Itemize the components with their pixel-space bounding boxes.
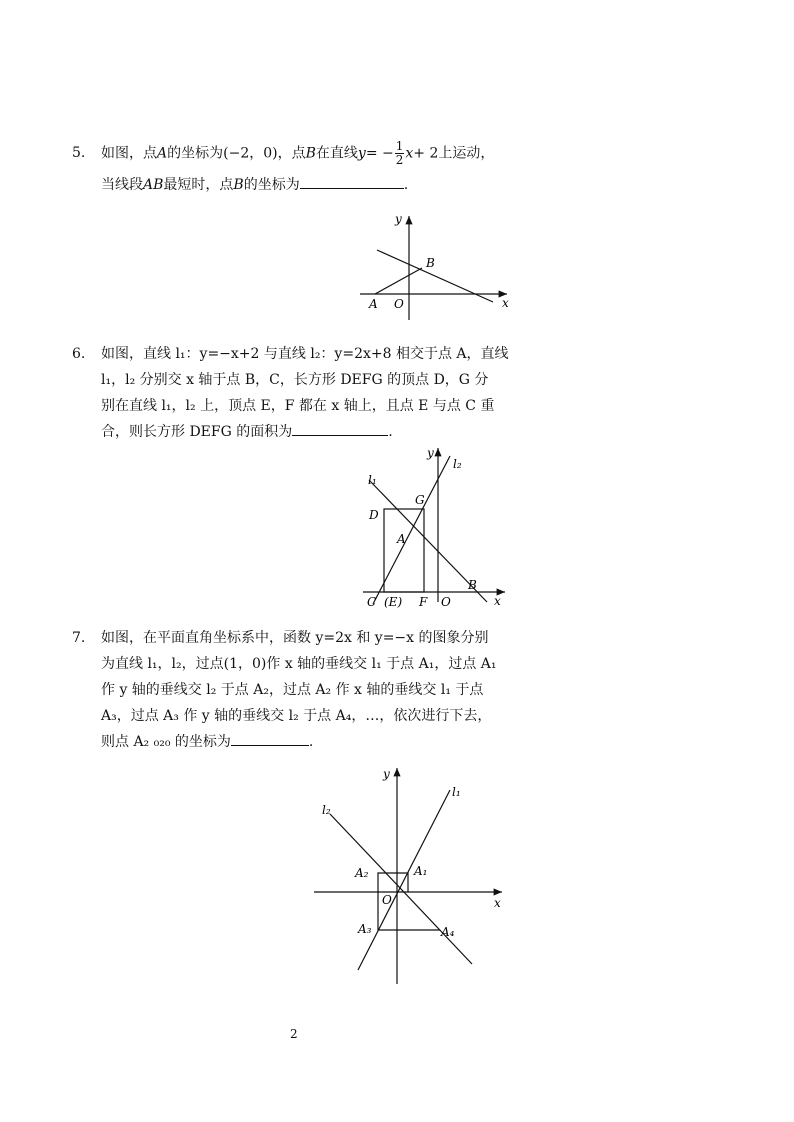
fraction: $\frac{1}{2}$ [395, 139, 404, 167]
question-line: 如图，在平面直角坐标系中，函数 y=2x 和 y=−x 的图象分别 [101, 630, 489, 646]
question-line: 为直线 l₁，l₂，过点(1，0)作 x 轴的垂线交 l₁ 于点 A₁，过点 A₁ [101, 656, 497, 672]
label-l2: l₂ [453, 457, 462, 471]
question-line: 作 y 轴的垂线交 l₂ 于点 A₂，过点 A₂ 作 x 轴的垂线交 l₁ 于点 [101, 682, 484, 698]
label-g: G [415, 493, 425, 507]
label-x: x [494, 594, 501, 608]
page-number: 2 [290, 1027, 298, 1041]
question-number: 5. [72, 145, 86, 161]
question-number: 6. [72, 346, 86, 362]
label-b: B [468, 578, 477, 592]
figure-q7 [310, 762, 510, 988]
label-o: O [394, 297, 404, 311]
figure-q6 [355, 442, 515, 614]
label-f: F [419, 595, 428, 609]
question-line: 如图，点A的坐标为(−2，0)，点B在直线y= − $\frac{1}{2}$ x+ 2上运动， [101, 139, 495, 167]
label-o: O [441, 595, 451, 609]
answer-blank[interactable] [292, 419, 388, 436]
question-line: 别在直线 l₁，l₂ 上，顶点 E，F 都在 x 轴上，且点 E 与点 C 重 [101, 398, 495, 414]
segment-ab [375, 268, 422, 294]
rectangle-defg [384, 509, 424, 592]
label-a4: A₄ [441, 925, 455, 939]
label-x: x [494, 896, 501, 910]
question-text [101, 140, 532, 198]
question-line: 合，则长方形 DEFG 的面积为 . [101, 419, 532, 445]
label-l1: l₁ [368, 473, 377, 487]
label-a: A [397, 532, 406, 546]
answer-blank[interactable] [231, 729, 309, 746]
line-l2 [330, 814, 472, 964]
label-y: y [395, 212, 402, 226]
label-d: D [369, 508, 379, 522]
label-b: B [426, 256, 435, 270]
label-a1: A₁ [414, 864, 428, 878]
question-line: l₁，l₂ 分别交 x 轴于点 B，C，长方形 DEFG 的顶点 D，G 分 [101, 372, 489, 388]
answer-blank[interactable] [300, 172, 404, 189]
label-l1: l₁ [452, 785, 461, 799]
label-a2: A₂ [355, 866, 369, 880]
question-text [101, 625, 532, 755]
label-e: (E) [384, 595, 403, 609]
label-l2: l₂ [322, 803, 331, 817]
label-y: y [427, 446, 434, 460]
label-o: O [382, 893, 392, 907]
question-text [101, 341, 532, 445]
question-number: 7. [72, 630, 86, 646]
label-c: C [367, 595, 377, 609]
figure-q5 [355, 210, 525, 325]
line-l1 [358, 790, 450, 970]
question-line: 则点 A₂ ₀₂₀ 的坐标为 . [101, 729, 532, 755]
question-line: A₃，过点 A₃ 作 y 轴的垂线交 l₂ 于点 A₄，…，依次进行下去， [101, 708, 492, 724]
label-y: y [383, 767, 390, 781]
label-a: A [369, 297, 378, 311]
label-x: x [502, 296, 509, 310]
question-line: 当线段AB最短时，点B的坐标为 . [101, 172, 532, 198]
label-a3: A₃ [358, 922, 372, 936]
question-line: 如图，直线 l₁：y=−x+2 与直线 l₂：y=2x+8 相交于点 A，直线 [101, 346, 509, 362]
